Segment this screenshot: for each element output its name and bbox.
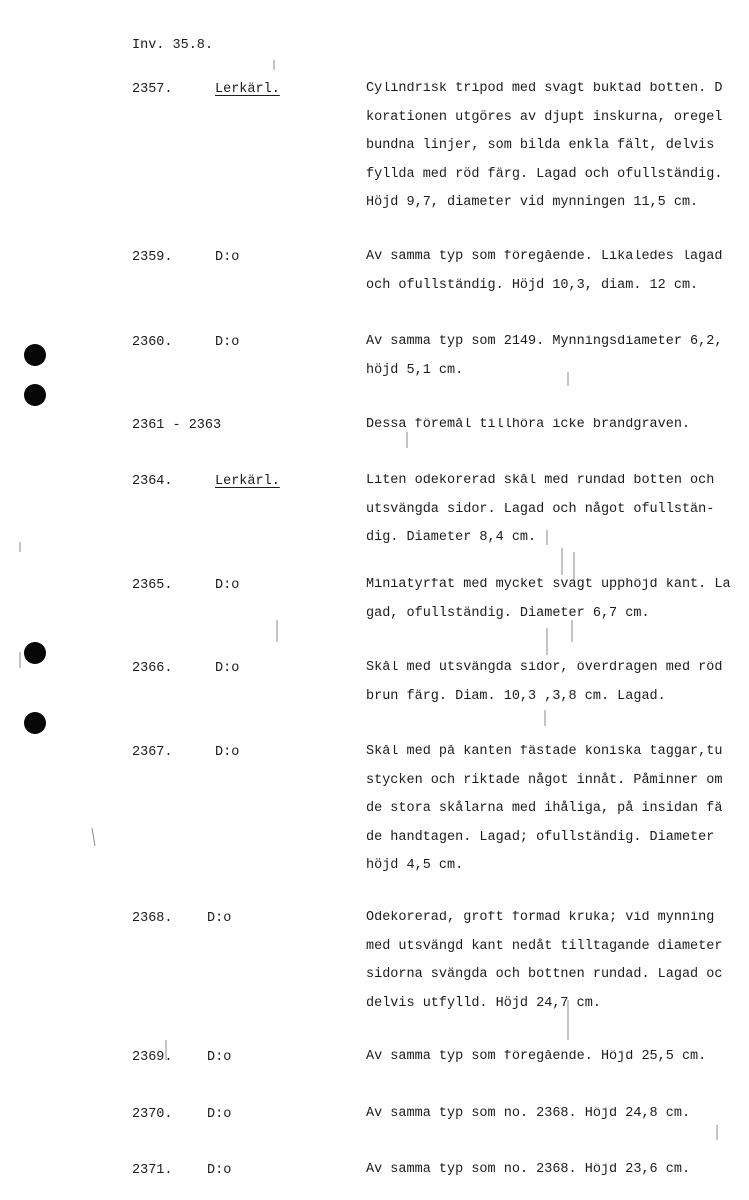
description-line: Av samma typ som 2149. Mynningsdiameter 6,2, — [366, 335, 723, 349]
description-line: brun färg. Diam. 10,3 ,3,8 cm. Lagad. — [366, 688, 666, 704]
description-line: utsvängda sidor. Lagad och något ofullstän- — [366, 501, 715, 517]
entry-description — [366, 1050, 749, 1079]
entry-number: 2359. — [132, 250, 173, 265]
description-line: stycken och riktade något innåt. Påminner om — [366, 772, 723, 788]
description-line: dig. Diameter 8,4 cm. — [366, 530, 537, 546]
entry-description — [366, 82, 749, 225]
description-line: med utsvängd kant nedåt tilltagande diameter — [366, 938, 723, 954]
entry-number: 2368. — [132, 911, 173, 926]
entry-label: Lerkärl. — [215, 474, 280, 489]
entry-description — [366, 418, 749, 447]
description-line: Av samma typ som föregående. Höjd 25,5 cm. — [366, 1050, 707, 1064]
description-line: gad, ofullständig. Diameter 6,7 cm. — [366, 605, 650, 621]
entry-number: 2365. — [132, 578, 173, 593]
description-line: och ofullständig. Höjd 10,3, diam. 12 cm. — [366, 277, 699, 293]
entry-number: 2371. — [132, 1163, 173, 1178]
entry-number: 2369. — [132, 1050, 173, 1065]
entry-label: D:o — [207, 1163, 232, 1178]
description-line: Av samma typ som no. 2368. Höjd 24,8 cm. — [366, 1107, 691, 1121]
entry-label: D:o — [215, 250, 240, 265]
description-line: Höjd 9,7, diameter vid mynningen 11,5 cm. — [366, 195, 699, 211]
description-line: de stora skålarna med ihåliga, på insidan fä — [366, 801, 723, 817]
description-line: korationen utgöres av djupt inskurna, oregel — [366, 109, 723, 125]
entry-number: 2370. — [132, 1107, 173, 1122]
entry-description — [366, 578, 749, 635]
entry-number: 2361 - 2363 — [132, 418, 222, 433]
description-line: höjd 5,1 cm. — [366, 362, 464, 378]
entry-label: D:o — [215, 578, 240, 593]
entry-description — [366, 335, 749, 392]
description-line: fyllda med röd färg. Lagad och ofullständig. — [366, 166, 723, 182]
entry-label: D:o — [207, 911, 232, 926]
description-line: Miniatyrfat med mycket svagt upphöjd kant. La — [366, 578, 731, 592]
description-line: höjd 4,5 cm. — [366, 858, 464, 874]
description-line: Av samma typ som no. 2368. Höjd 23,6 cm. — [366, 1163, 691, 1177]
entry-description — [366, 1163, 749, 1192]
description-line: bundna linjer, som bilda enkla fält, delvis — [366, 138, 715, 154]
description-line: delvis utfylld. Höjd 24,7 cm. — [366, 995, 601, 1011]
description-line: sidorna svängda och bottnen rundad. Lagad oc — [366, 967, 723, 983]
description-line: Cylindrisk tripod med svagt buktad botten. D — [366, 82, 723, 96]
entry-description — [366, 474, 749, 560]
description-line: Skål med på kanten fästade koniska taggar,tu — [366, 745, 723, 759]
entry-description — [366, 250, 749, 307]
entry-label: D:o — [215, 745, 240, 760]
entry-number: 2366. — [132, 661, 173, 676]
entry-label: D:o — [207, 1107, 232, 1122]
description-line: Dessa föremål tillhöra icke brandgraven. — [366, 418, 691, 432]
entry-label: D:o — [215, 335, 240, 350]
entry-number: 2357. — [132, 82, 173, 97]
description-line: Av samma typ som föregående. Likaledes lagad — [366, 250, 723, 264]
inventory-number: Inv. 35.8. — [132, 38, 214, 53]
description-line: Liten odekorerad skål med rundad botten och — [366, 474, 715, 488]
description-line: Skål med utsvängda sidor, överdragen med röd — [366, 661, 723, 675]
entry-label: Lerkärl. — [215, 82, 280, 97]
entry-number: 2367. — [132, 745, 173, 760]
entry-description — [366, 745, 749, 888]
description-line: Odekorerad, groft formad kruka; vid mynning — [366, 911, 715, 925]
entry-description — [366, 661, 749, 718]
entry-number: 2360. — [132, 335, 173, 350]
entry-number: 2364. — [132, 474, 173, 489]
entry-label: D:o — [207, 1050, 232, 1065]
entry-label: D:o — [215, 661, 240, 676]
entry-description — [366, 1107, 749, 1136]
entry-description — [366, 911, 749, 1025]
description-line: de handtagen. Lagad; ofullständig. Diameter — [366, 829, 715, 845]
